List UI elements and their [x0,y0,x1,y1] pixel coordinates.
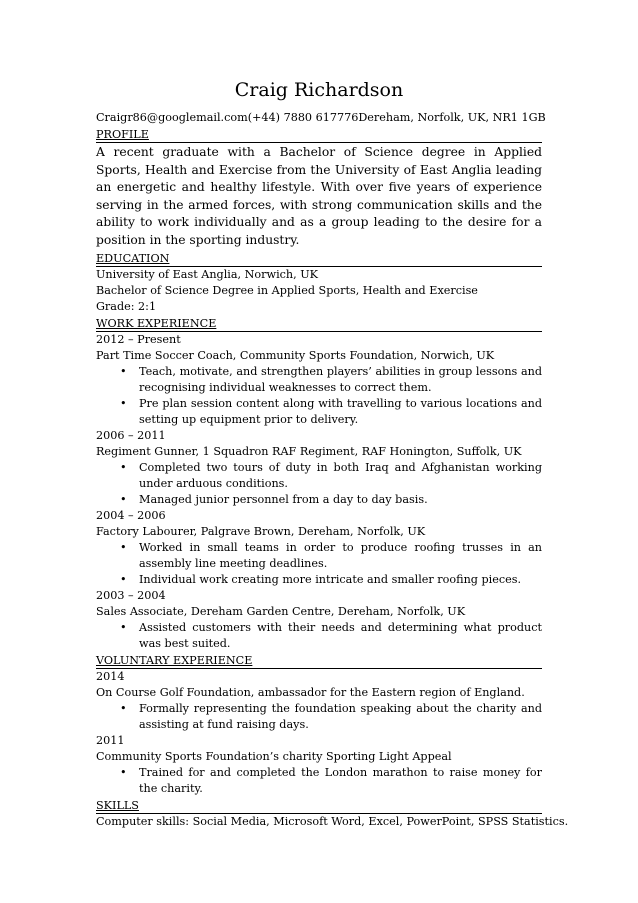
voluntary-heading: VOLUNTARY EXPERIENCE [96,653,542,669]
job-dates: 2003 – 2004 [96,588,166,602]
skills-text: Computer skills: Social Media, Microsoft Word, Excel, PowerPoint, SPSS Statistics. [96,814,569,828]
bullet-text: Completed two tours of duty in both Iraq and Afghanistan working under arduous conditions. [139,460,542,490]
list-item [96,701,542,733]
list-item [96,540,542,572]
bullet-text: Teach, motivate, and strengthen players’ abilities in group lessons and recognising individual weaknesses to correct them. [139,364,542,394]
bullet-text: Formally representing the foundation speaking about the charity and assisting at fund raising days. [139,701,542,731]
education-institution: University of East Anglia, Norwich, UK [96,267,319,281]
bullet-icon: • [120,620,127,634]
job-dates: 2012 – Present [96,332,181,346]
job-bullet-list [96,620,542,652]
work-heading: WORK EXPERIENCE [96,316,542,332]
bullet-icon: • [120,396,127,410]
bullet-text: Worked in small teams in order to produce roofing trusses in an assembly line meeting deadlines. [139,540,542,570]
list-item [96,572,542,588]
contact-address: Dereham, Norfolk, UK, NR1 1GB [358,111,546,124]
profile-heading: PROFILE [96,127,542,143]
job-bullet-list [96,460,542,508]
voluntary-bullet-list [96,765,542,797]
job-dates: 2006 – 2011 [96,428,166,442]
education-degree: Bachelor of Science Degree in Applied Sports, Health and Exercise [96,283,478,297]
bullet-icon: • [120,460,127,474]
list-item [96,364,542,396]
job-bullet-list [96,540,542,588]
profile-text: A recent graduate with a Bachelor of Science degree in Applied Sports, Health and Exercise from the University of East Anglia leading an energetic and healthy lifestyle. With over five years of experience serving in the armed forces, with strong communication skills and the ability to work individually and as a group leading to the desire for a position in the sporting industry. [96,145,542,247]
bullet-text: Assisted customers with their needs and determining what product was best suited. [139,620,542,650]
bullet-icon: • [120,364,127,378]
voluntary-year: 2014 [96,669,125,683]
list-item [96,460,542,492]
voluntary-year: 2011 [96,733,125,747]
bullet-text: Trained for and completed the London marathon to raise money for the charity. [139,765,542,795]
job-title: Sales Associate, Dereham Garden Centre, Dereham, Norfolk, UK [96,604,466,618]
contact-email: Craigr86@googlemail.com [96,111,248,124]
bullet-icon: • [120,540,127,554]
list-item [96,492,542,508]
bullet-icon: • [120,492,127,506]
candidate-name: Craig Richardson [234,79,404,101]
job-dates: 2004 – 2006 [96,508,166,522]
job-title: Factory Labourer, Palgrave Brown, Dereham, Norfolk, UK [96,524,426,538]
job-title: Regiment Gunner, 1 Squadron RAF Regiment, RAF Honington, Suffolk, UK [96,444,522,458]
bullet-icon: • [120,765,127,779]
bullet-icon: • [120,572,127,586]
bullet-text: Individual work creating more intricate and smaller roofing pieces. [139,572,522,586]
education-heading: EDUCATION [96,251,542,267]
voluntary-title: On Course Golf Foundation, ambassador for the Eastern region of England. [96,685,525,699]
list-item [96,396,542,428]
list-item [96,765,542,797]
skills-heading: SKILLS [96,798,542,814]
voluntary-bullet-list [96,701,542,733]
contact-line [96,110,546,126]
bullet-text: Pre plan session content along with travelling to various locations and setting up equipment prior to delivery. [139,396,542,426]
contact-phone: (+44) 7880 617776 [247,111,359,124]
job-title: Part Time Soccer Coach, Community Sports Foundation, Norwich, UK [96,348,495,362]
bullet-icon: • [120,701,127,715]
bullet-text: Managed junior personnel from a day to day basis. [139,492,428,506]
list-item [96,620,542,652]
job-bullet-list [96,364,542,428]
voluntary-title: Community Sports Foundation’s charity Sporting Light Appeal [96,749,452,763]
education-grade: Grade: 2:1 [96,299,157,313]
